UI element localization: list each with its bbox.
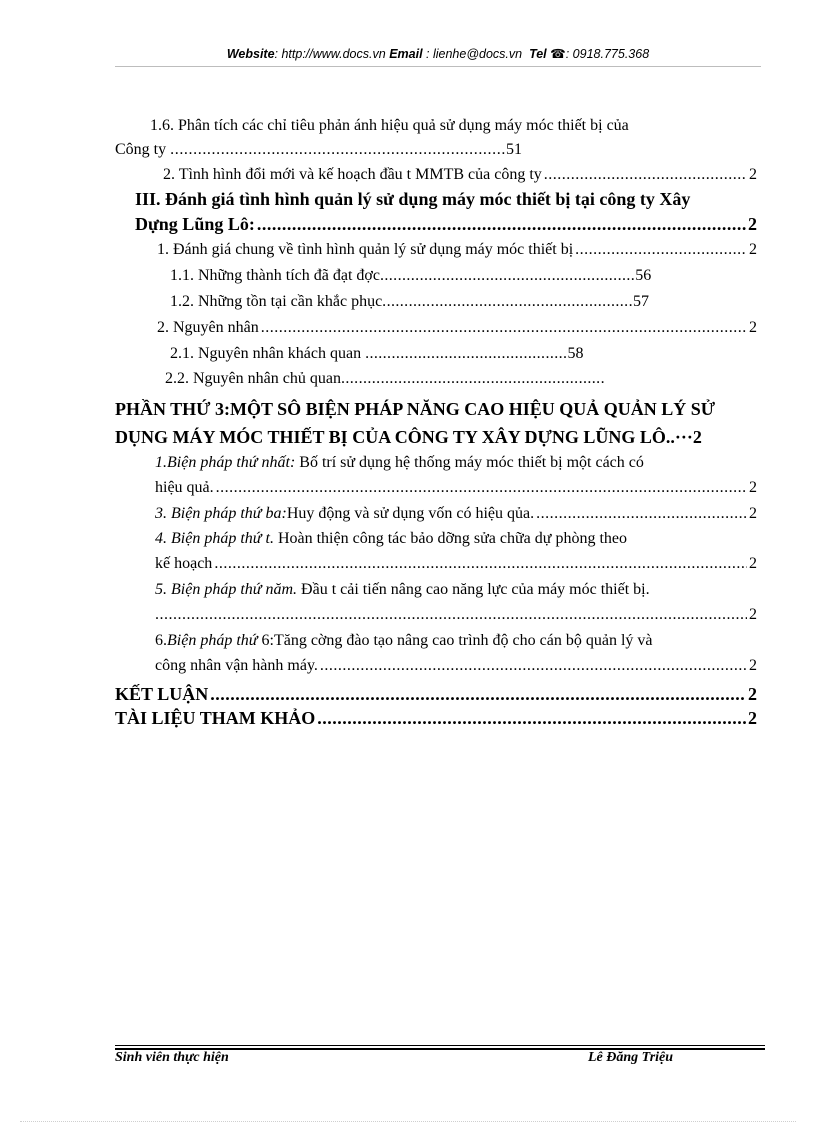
toc-references: TÀI LIỆU THAM KHẢO ..... 2 (115, 706, 757, 730)
toc-measure-4-line2: kế hoạch ..... 2 (155, 552, 757, 576)
website-value: : http://www.docs.vn (274, 47, 386, 61)
page-bottom-border (20, 1121, 796, 1122)
toc-measure-5-line2 (155, 603, 757, 627)
email-value: : lienhe@docs.vn (422, 47, 523, 61)
page-number: 2 (749, 657, 757, 674)
website-label: Website (226, 47, 275, 61)
footer-student-name: Lê Đăng Triệu (588, 1050, 674, 1065)
toc-measure-1-line1: 1.Biện pháp thứ nhất: Bố trí sử dụng hệ thống máy móc thiết bị một cách có (155, 454, 644, 471)
page-number: 2 (748, 708, 757, 728)
toc-item-iii-1-1: 1.1. Những thành tích đã đạt đợc..........................................................56 (170, 267, 652, 284)
page-number: 57 (632, 293, 649, 310)
page-number: 2 (749, 319, 757, 336)
toc-part-3-line2: DỤNG MÁY MÓC THIẾT BỊ CỦA CÔNG TY XÂY DỰNG LŨNG LÔ..···2 (115, 427, 702, 447)
page-number: 2 (749, 505, 757, 522)
toc-measure-1-line2: hiệu quả. ..... 2 (155, 476, 757, 500)
page-number: 2 (749, 479, 757, 496)
page-number: 56 (635, 267, 652, 284)
toc-item-iii-1-2: 1.2. Những tồn tại cần khắc phục.........................................................57 (170, 293, 649, 310)
footer-divider-thin (115, 1045, 765, 1046)
page-number: 2 (748, 684, 757, 704)
toc-measure-3: 3. Biện pháp thứ ba: Huy động và sử dụng vốn có hiệu qủa. ..... 2 (155, 502, 757, 526)
toc-measure-5-line1: 5. Biện pháp thứ năm. Đầu t cải tiến nâng cao năng lực của máy móc thiết bị. (155, 581, 650, 598)
toc-measure-6-line2: công nhân vận hành máy. ..... 2 (155, 654, 757, 678)
page-number: 2 (749, 166, 757, 183)
toc-item-iii-2: 2. Nguyên nhân ..... 2 (157, 316, 757, 340)
toc-part-3-line1: PHẦN THỨ 3:MỘT SÔ BIỆN PHÁP NĂNG CAO HIỆU QUẢ QUẢN LÝ SỬ (115, 399, 716, 419)
toc-item-1-6-line1: 1.6. Phân tích các chỉ tiêu phản ánh hiệu quả sử dụng máy móc thiết bị của (150, 117, 629, 134)
toc-item-iii-2-1: 2.1. Nguyên nhân khách quan ..............................................58 (170, 345, 584, 362)
toc-conclusion: KẾT LUẬN ..... 2 (115, 682, 757, 706)
page-number: 2 (748, 214, 757, 234)
footer-student-label: Sinh viên thực hiện (115, 1050, 229, 1065)
page-number: 2 (749, 606, 757, 623)
toc-item-iii-2-2: 2.2. Nguyên nhân chủ quan............................................................ (165, 370, 605, 387)
toc-item-iii-1: 1. Đánh giá chung về tình hình quản lý sử dụng máy móc thiết bị ..... 2 (157, 238, 757, 262)
phone-icon: ☎ (550, 47, 566, 61)
toc-section-iii-line1: III. Đánh giá tình hình quản lý sử dụng máy móc thiết bị tại công ty Xây (135, 189, 691, 209)
page-number: ···2 (674, 427, 702, 447)
toc-measure-4-line1: 4. Biện pháp thứ t. Hoàn thiện công tác bảo dỡng sửa chữa dự phòng theo (155, 530, 627, 547)
email-label: Email (389, 47, 423, 61)
toc-measure-6-line1: 6.Biện pháp thứ 6:Tăng cờng đào tạo nâng cao trình độ cho cán bộ quản lý và (155, 632, 653, 649)
toc-section-iii-line2: Dựng Lũng Lô: ..... 2 (135, 212, 757, 236)
tel-value: : 0918.775.368 (565, 47, 650, 61)
page-number: 2 (749, 555, 757, 572)
toc-item-1-6-line2: Công ty .........................................................................51 (115, 141, 522, 158)
page-number: 51 (505, 141, 522, 158)
tel-label: Tel (529, 47, 547, 61)
toc-item-2: 2. Tình hình đổi mới và kế hoạch đầu t MMTB của công ty ..... 2 (163, 163, 757, 187)
page-number: 58 (567, 345, 584, 362)
page-number: 2 (749, 241, 757, 258)
